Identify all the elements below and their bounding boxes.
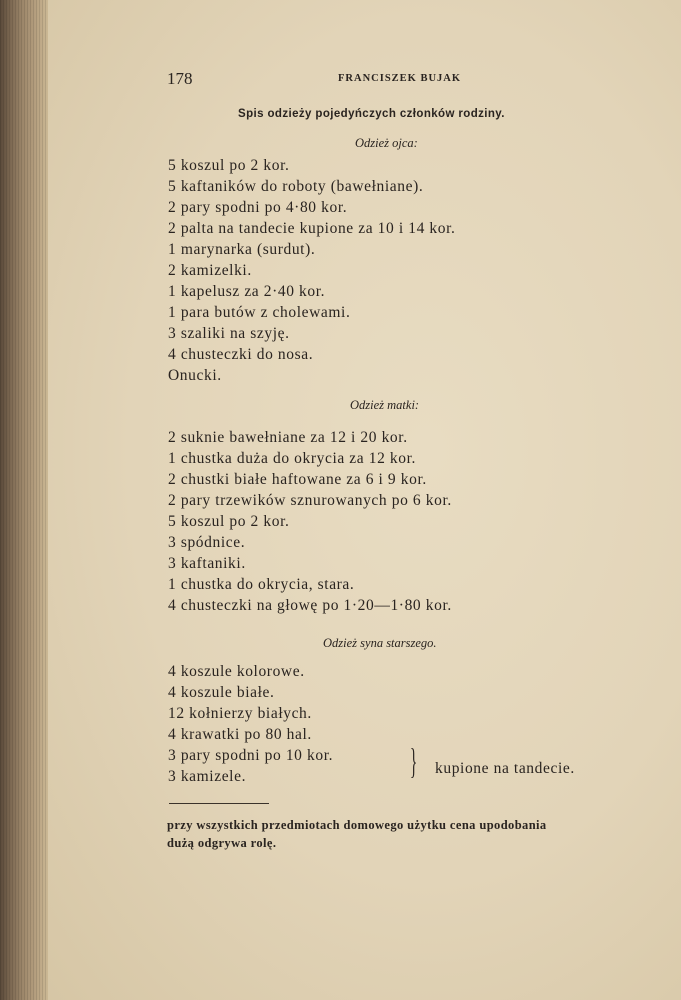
list-item: Onucki. bbox=[168, 367, 222, 384]
list-item: 2 pary trzewików sznurowanych po 6 kor. bbox=[168, 492, 452, 509]
section-heading-son: Odzież syna starszego. bbox=[323, 636, 437, 650]
list-item: 2 kamizelki. bbox=[168, 262, 252, 279]
list-item: 1 para butów z cholewami. bbox=[168, 304, 351, 321]
footnote-line: przy wszystkich przedmiotach domowego użytku cena upodobania bbox=[167, 818, 547, 832]
footnote-line: dużą odgrywa rolę. bbox=[167, 836, 277, 850]
list-item: 3 kamizele. bbox=[168, 768, 247, 785]
list-title: Spis odzieży pojedyńczych członków rodziny. bbox=[238, 108, 505, 120]
brace-note: kupione na tandecie. bbox=[435, 760, 575, 777]
list-item: 3 spódnice. bbox=[168, 534, 246, 551]
book-page bbox=[48, 0, 681, 1000]
list-item: 5 koszul po 2 kor. bbox=[168, 157, 290, 174]
list-item: 4 koszule kolorowe. bbox=[168, 663, 305, 680]
list-item: 3 pary spodni po 10 kor. bbox=[168, 747, 334, 764]
list-item: 1 marynarka (surdut). bbox=[168, 241, 316, 258]
list-item: 4 chusteczki na głowę po 1·20—1·80 kor. bbox=[168, 597, 452, 614]
list-item: 4 koszule białe. bbox=[168, 684, 275, 701]
list-item: 3 szaliki na szyję. bbox=[168, 325, 290, 342]
list-item: 1 chustka duża do okrycia za 12 kor. bbox=[168, 450, 416, 467]
list-item: 2 suknie bawełniane za 12 i 20 kor. bbox=[168, 429, 408, 446]
list-item: 4 krawatki po 80 hal. bbox=[168, 726, 312, 743]
list-item: 5 kaftaników do roboty (bawełniane). bbox=[168, 178, 424, 195]
list-item: 1 kapelusz za 2·40 kor. bbox=[168, 283, 326, 300]
section-heading-mother: Odzież matki: bbox=[350, 398, 420, 412]
list-item: 3 kaftaniki. bbox=[168, 555, 246, 572]
book-spine bbox=[0, 0, 48, 1000]
list-item: 2 chustki białe haftowane za 6 i 9 kor. bbox=[168, 471, 427, 488]
right-brace-icon: } bbox=[410, 744, 418, 783]
list-item: 4 chusteczki do nosa. bbox=[168, 346, 314, 363]
running-head: FRANCISZEK BUJAK bbox=[338, 73, 462, 84]
list-item: 12 kołnierzy białych. bbox=[168, 705, 312, 722]
list-item: 5 koszul po 2 kor. bbox=[168, 513, 290, 530]
page-number: 178 bbox=[167, 69, 193, 88]
section-heading-father: Odzież ojca: bbox=[355, 136, 418, 150]
list-item: 2 palta na tandecie kupione za 10 i 14 kor. bbox=[168, 220, 456, 237]
list-item: 2 pary spodni po 4·80 kor. bbox=[168, 199, 348, 216]
list-item: 1 chustka do okrycia, stara. bbox=[168, 576, 355, 593]
footnote-rule bbox=[169, 803, 269, 804]
